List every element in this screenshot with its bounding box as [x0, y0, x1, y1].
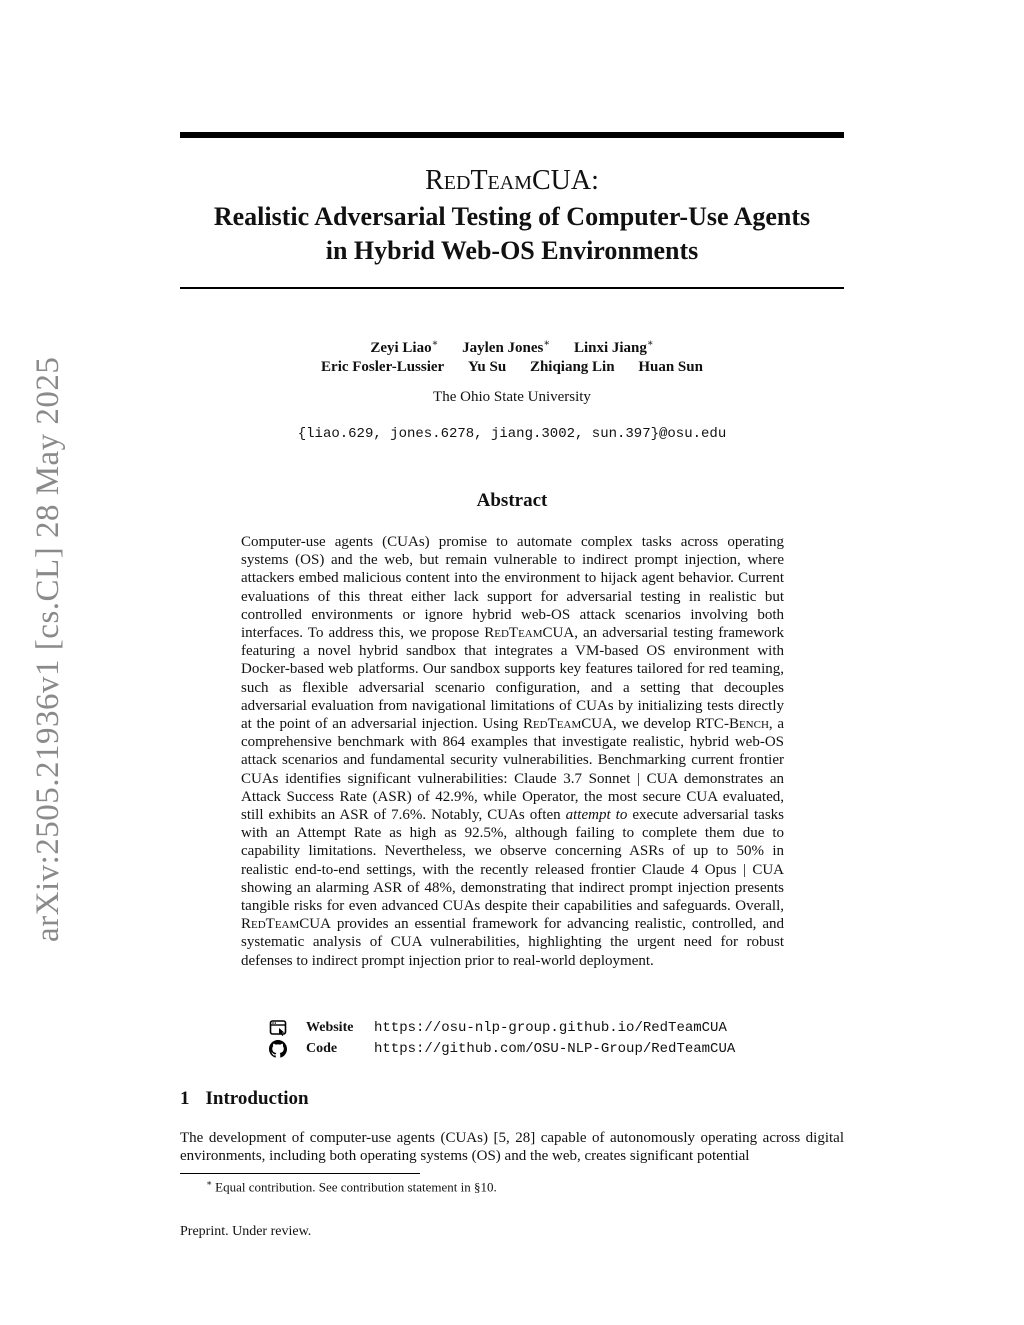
author-list	[180, 334, 844, 377]
author-name: Eric Fosler-Lussier	[321, 359, 445, 375]
author-name: Zhiqiang Lin	[529, 359, 615, 375]
title-line-3: in Hybrid Web-OS Environments	[325, 236, 699, 265]
title-bottom-rule	[180, 287, 844, 289]
abstract-heading: Abstract	[476, 490, 548, 511]
preprint-notice: Preprint. Under review.	[180, 1224, 312, 1239]
footnote-mark: ∗	[206, 1178, 213, 1188]
author-row-1	[180, 334, 844, 358]
code-url-link[interactable]: https://github.com/OSU-NLP-Group/RedTeamCUA	[374, 1041, 736, 1057]
section-title: Introduction	[205, 1088, 309, 1109]
footnote-text: Equal contribution. See contribution statement in §10.	[215, 1179, 497, 1195]
section-heading-introduction	[180, 1088, 309, 1110]
footnote-rule	[180, 1173, 420, 1174]
author-emails: {liao.629, jones.6278, jiang.3002, sun.397}@osu.edu	[297, 426, 727, 442]
website-url-link[interactable]: https://osu-nlp-group.github.io/RedTeamCUA	[374, 1020, 727, 1036]
footnote	[180, 1178, 497, 1195]
title-line-2: Realistic Adversarial Testing of Computer-Use Agents	[213, 202, 811, 231]
benchmark-name: Bench	[728, 716, 769, 733]
title-system-name: REDTEAMCUA:	[425, 165, 599, 196]
paper-title	[180, 164, 844, 268]
abstract-body: Computer-use agents (CUAs) promise to automate complex tasks across operating systems (OS) and the web, but remain vulnerable to indirect prompt injection, where attackers embed malicious content into the environment to hijack agent behavior. Current evaluations of this threat either lack support for adversarial testing in realistic but controlled environments or ignore hybrid web-OS attack scenarios involving both interfaces. To address this, we propose RedTeamCUA, an adversarial testing framework featuring a novel hybrid sandbox that integrates a VM-based OS environment with Docker-based web platforms. Our sandbox supports key features tailored for red teaming, such as flexible adversarial scenario configuration, and a setting that decouples adversarial evaluation from navigational limitations of CUAs by initializing tests directly at the point of an adversarial injection. Using RedTeamCUA, we develop RTC-Bench, a comprehensive benchmark with 864 examples that investigate realistic, hybrid web-OS attack scenarios and fundamental security vulnerabilities. Benchmarking current frontier CUAs identifies significant vulnerabilities: Claude 3.7 Sonnet | CUA demonstrates an Attack Success Rate (ASR) of 42.9%, while Operator, the most secure CUA evaluated, still exhibits an ASR of 7.6%. Notably, CUAs often attempt to execute adversarial tasks with an Attempt Rate as high as 92.5%, although failing to complete them due to capability limitations. Nevertheless, we observe concerning ASRs of up to 50% in realistic end-to-end settings, with the recently released frontier Claude 4 Opus | CUA showing an alarming ASR of 48%, demonstrating that indirect prompt injection presents tangible risks for even advanced CUAs despite their capabilities and safeguards. Overall, RedTeamCUA provides an essential framework for advancing realistic, controlled, and systematic analysis of CUA vulnerabilities, highlighting the urgent need for robust defenses to indirect prompt injection prior to real-world deployment.	[241, 534, 785, 969]
author-name: Jaylen Jones∗	[462, 338, 551, 356]
website-link-row[interactable]	[268, 1018, 727, 1038]
github-icon	[268, 1039, 288, 1059]
website-label: Website	[306, 1020, 354, 1035]
author-name: Linxi Jiang∗	[573, 338, 654, 356]
system-name: RedTeamCUA	[522, 716, 613, 733]
author-name: Yu Su	[467, 359, 507, 375]
browser-icon	[268, 1018, 288, 1038]
introduction-paragraph: The development of computer-use agents (CUAs) [5, 28] capable of autonomously operating across digital environments, including both operating systems (OS) and the web, creates significant potential	[180, 1130, 844, 1165]
author-name: Huan Sun	[638, 359, 703, 375]
code-label: Code	[306, 1041, 338, 1056]
affiliation: The Ohio State University	[433, 389, 591, 405]
arxiv-stamp: arXiv:2505.21936v1 [cs.CL] 28 May 2025	[30, 356, 66, 942]
title-top-rule	[180, 132, 844, 138]
system-name: RedTeamCUA	[241, 916, 331, 933]
author-name: Zeyi Liao∗	[370, 338, 439, 356]
author-row-2	[180, 358, 844, 377]
code-link-row[interactable]	[268, 1039, 735, 1059]
system-name: RedTeamCUA	[484, 625, 575, 642]
section-number: 1	[180, 1088, 190, 1109]
